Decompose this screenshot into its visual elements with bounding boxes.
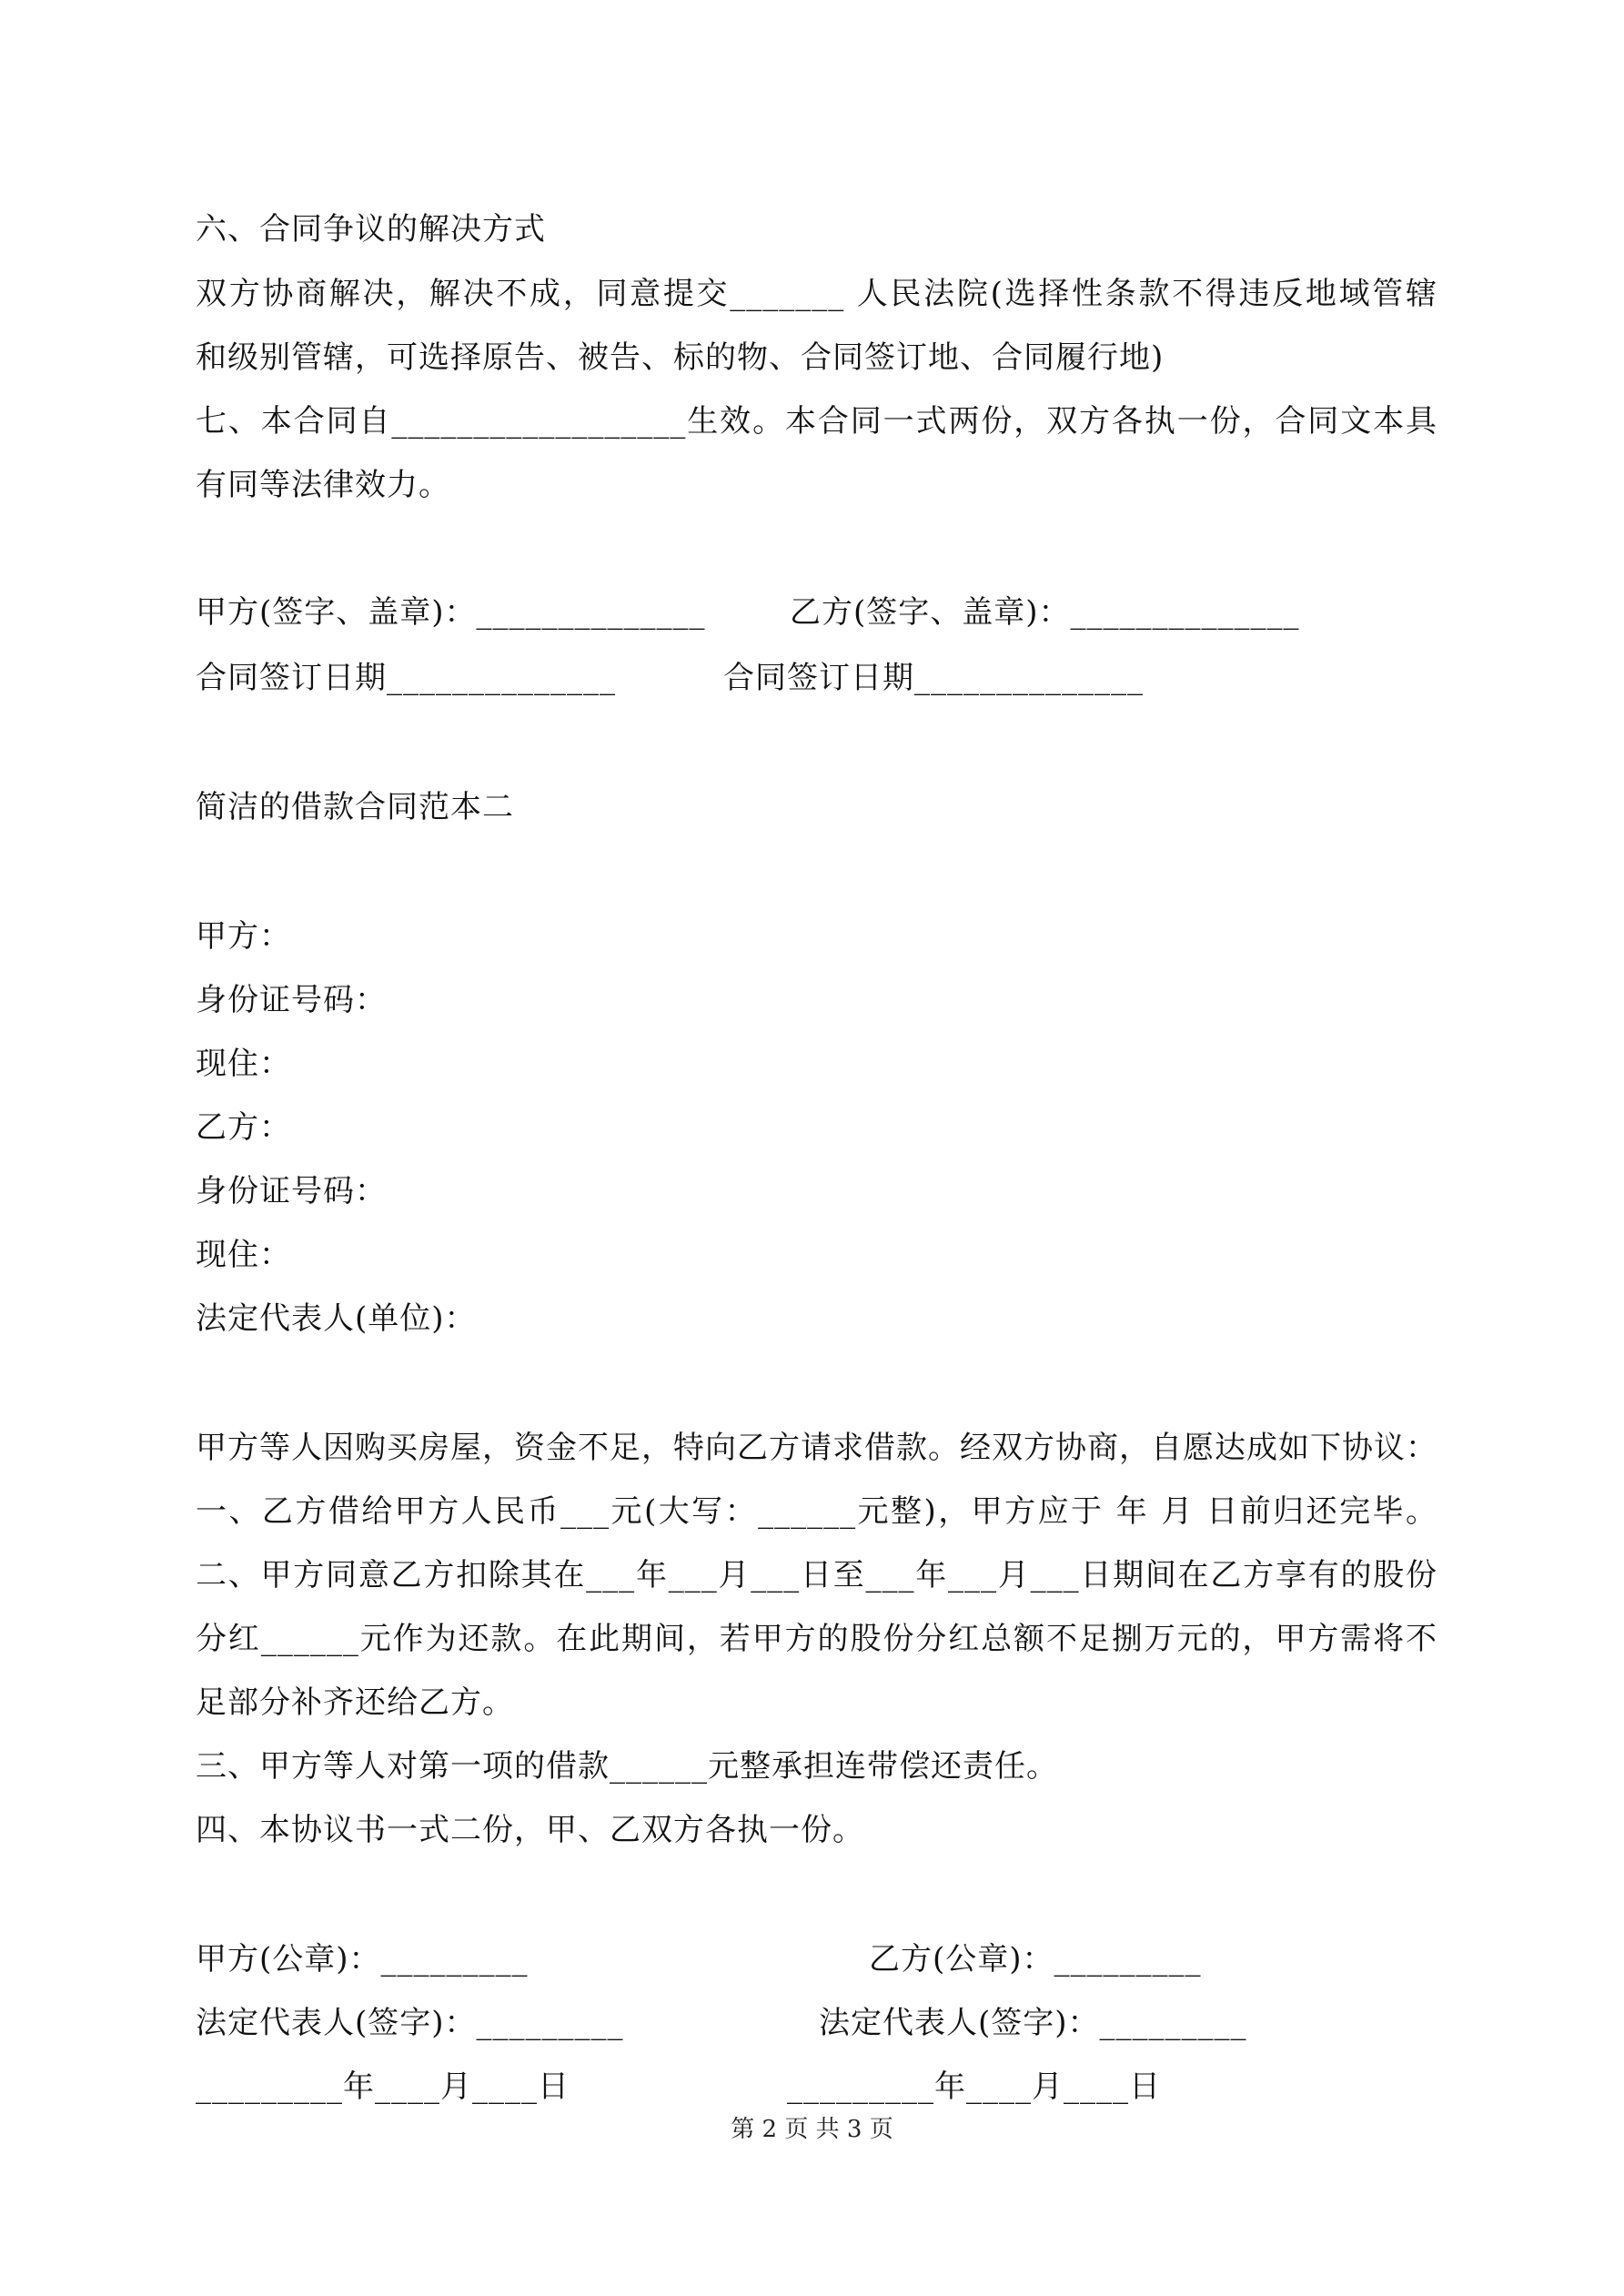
field-label-party-a: 甲方： bbox=[196, 918, 291, 955]
section-heading-dispute: 六、合同争议的解决方式 bbox=[196, 211, 546, 248]
clause-line: 四、本协议书一式二份，甲、乙双方各执一份。 bbox=[196, 1812, 864, 1848]
clause-line: 二、甲方同意乙方扣除其在___年___月___日至___年___月___日期间在乙方享有的股份 bbox=[196, 1557, 1437, 1593]
clause-line: 足部分补齐还给乙方。 bbox=[196, 1684, 514, 1721]
clause-line: 分红______元作为还款。在此期间，若甲方的股份分红总额不足捌万元的，甲方需将不 bbox=[196, 1621, 1437, 1657]
clause-line: 一、乙方借给甲方人民币___元(大写：______元整)，甲方应于 年 月 日前归还完毕。 bbox=[196, 1493, 1437, 1530]
party-b-representative-line: 法定代表人(签字)：_________ bbox=[819, 2005, 1247, 2041]
party-b-signature-line: 乙方(签字、盖章)：______________ bbox=[790, 594, 1300, 631]
party-a-signature-line: 甲方(签字、盖章)：______________ bbox=[196, 594, 706, 631]
field-label-id-number: 身份证号码： bbox=[196, 982, 387, 1018]
clause-line: 三、甲方等人对第一项的借款______元整承担连带偿还责任。 bbox=[196, 1748, 1058, 1785]
field-label-id-number: 身份证号码： bbox=[196, 1173, 387, 1209]
paragraph-line: 双方协商解决，解决不成，同意提交_______ 人民法院(选择性条款不得违反地域管辖 bbox=[196, 276, 1437, 312]
field-label-legal-representative: 法定代表人(单位)： bbox=[196, 1300, 477, 1337]
field-label-party-b: 乙方： bbox=[196, 1109, 291, 1146]
party-b-date-blank: _________年____月____日 bbox=[787, 2068, 1161, 2105]
party-b-seal-line: 乙方(公章)：_________ bbox=[869, 1941, 1202, 1977]
paragraph-line: 甲方等人因购买房屋，资金不足，特向乙方请求借款。经双方协商，自愿达成如下协议： bbox=[196, 1430, 1437, 1466]
paragraph-line: 和级别管辖，可选择原告、被告、标的物、合同签订地、合同履行地) bbox=[196, 339, 1165, 376]
page-footer: 第 2 页 共 3 页 bbox=[731, 2116, 893, 2143]
party-a-date-blank: _________年____月____日 bbox=[196, 2068, 570, 2105]
party-a-date-line: 合同签订日期______________ bbox=[196, 660, 616, 696]
field-label-address: 现住： bbox=[196, 1237, 291, 1273]
party-a-seal-line: 甲方(公章)：_________ bbox=[196, 1941, 529, 1977]
field-label-address: 现住： bbox=[196, 1046, 291, 1082]
paragraph-line: 七、本合同自__________________生效。本合同一式两份，双方各执一份，合同文本具 bbox=[196, 403, 1437, 440]
party-a-representative-line: 法定代表人(签字)：_________ bbox=[196, 2005, 624, 2041]
party-b-date-line: 合同签订日期______________ bbox=[723, 660, 1144, 696]
paragraph-line: 有同等法律效力。 bbox=[196, 467, 450, 503]
document-subtitle: 简洁的借款合同范本二 bbox=[196, 789, 514, 825]
